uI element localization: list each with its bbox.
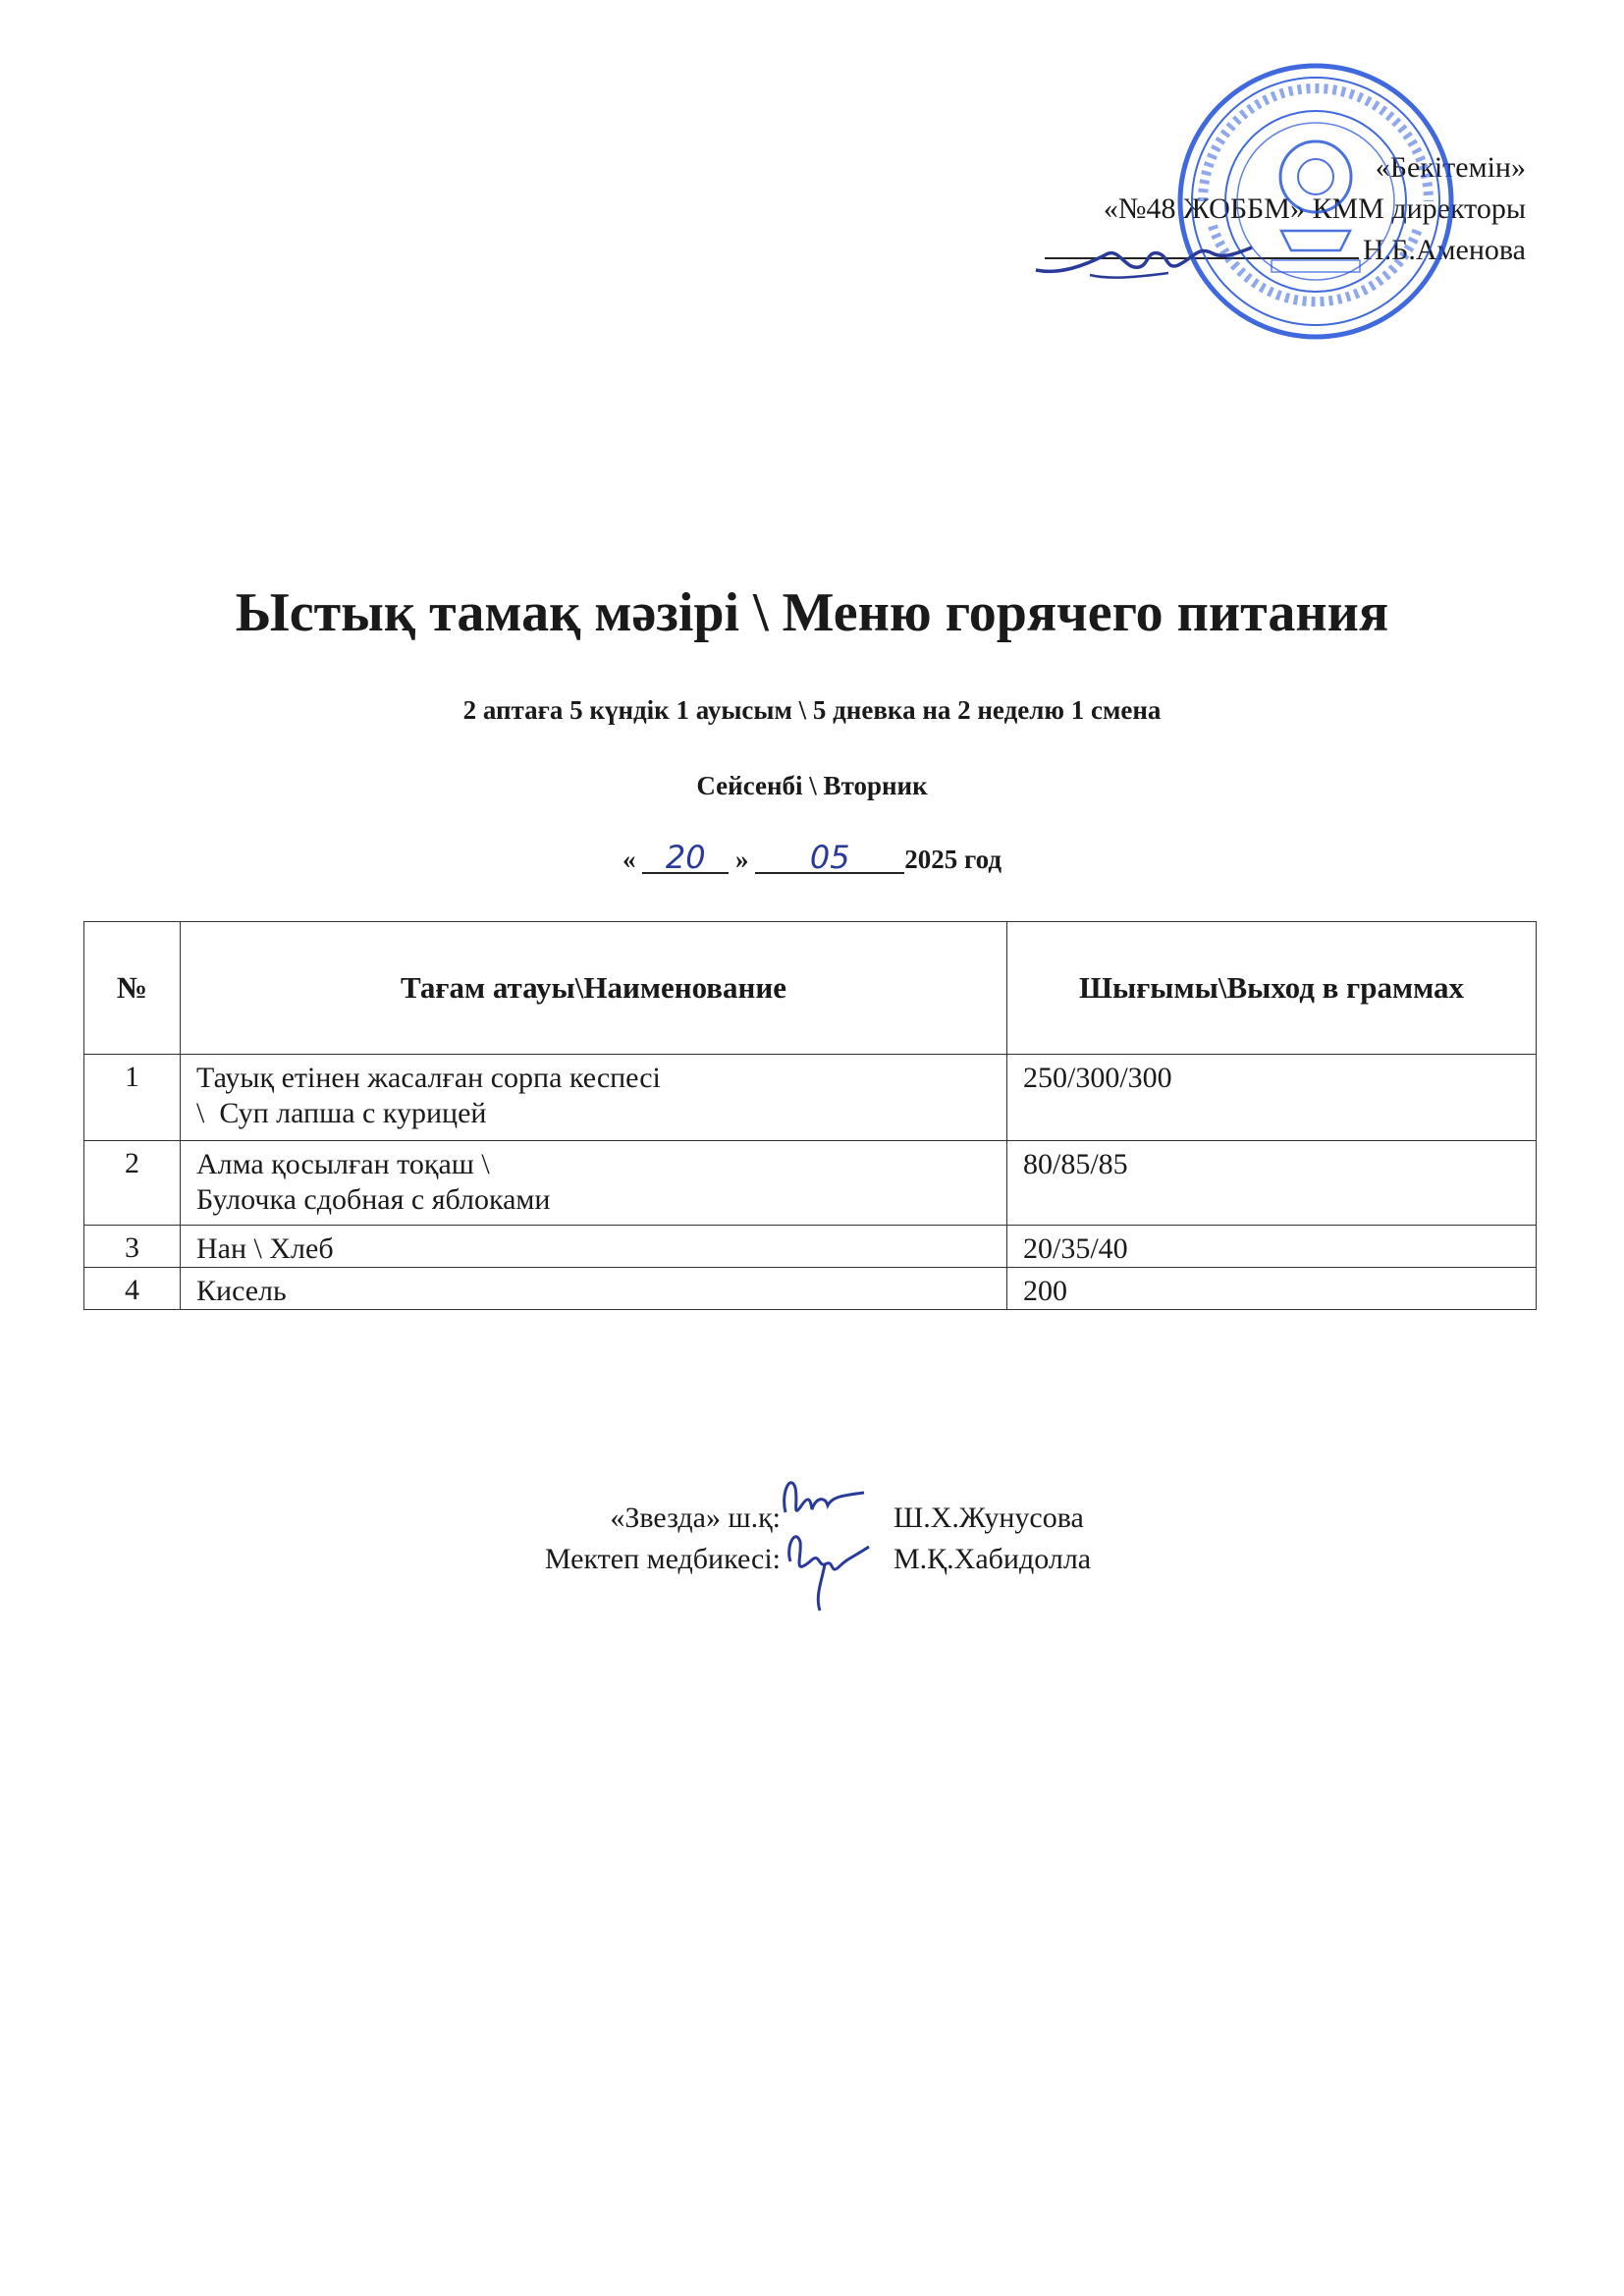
dish-name-kz: Тауық етінен жасалған сорпа кеспесі <box>196 1062 661 1094</box>
date-year: 2025 год <box>904 845 1001 874</box>
row-number: 2 <box>84 1141 181 1226</box>
director-signature-icon <box>1031 226 1257 295</box>
director-name: Н.Б.Аменова <box>1363 234 1526 266</box>
approval-position: «№48 ЖОББМ» КММ директоры <box>1103 192 1526 225</box>
handwritten-signatures-icon <box>771 1468 889 1615</box>
page-title: Ыстық тамақ мәзірі \ Меню горячего питания <box>235 582 1389 643</box>
dish-name: Нан \ Хлеб <box>181 1226 1007 1268</box>
dish-name-ru: Булочка сдобная с яблоками <box>196 1183 551 1216</box>
date-open-quote: « <box>623 845 636 874</box>
table-row <box>84 1226 1537 1268</box>
manager-name: Ш.Х.Жунусова <box>893 1502 1084 1534</box>
dish-output: 80/85/85 <box>1007 1141 1537 1226</box>
signature-names <box>893 1498 1091 1580</box>
table-row <box>84 1268 1537 1310</box>
row-number: 1 <box>84 1055 181 1141</box>
dish-name-ru: \ Суп лапша с курицей <box>196 1097 487 1129</box>
dish-output: 200 <box>1007 1268 1537 1310</box>
dish-output: 20/35/40 <box>1007 1226 1537 1268</box>
table-header-row <box>84 922 1537 1055</box>
nurse-name: М.Қ.Хабидолла <box>893 1543 1092 1575</box>
header-number: № <box>84 922 181 1055</box>
dish-name: Кисель <box>181 1268 1007 1310</box>
signature-label-nurse: Мектеп медбикесі: <box>544 1543 781 1575</box>
table-row <box>84 1141 1537 1226</box>
approval-heading: «Бекітемін» <box>1375 151 1526 184</box>
date-day: 20 <box>642 843 729 874</box>
table-row <box>84 1055 1537 1141</box>
menu-table <box>83 921 1537 1310</box>
page-subtitle: 2 аптаға 5 күндік 1 ауысым \ 5 дневка на 2 неделю 1 смена <box>462 695 1162 725</box>
signature-label-manager: «Звезда» ш.қ: <box>610 1502 781 1534</box>
date-close-quote: » <box>735 845 749 874</box>
dish-name <box>181 1055 1007 1141</box>
header-output: Шығымы\Выход в граммах <box>1007 922 1537 1055</box>
dish-name-kz: Алма қосылған тоқаш \ <box>196 1148 490 1180</box>
date-month: 05 <box>755 843 904 874</box>
dish-output: 250/300/300 <box>1007 1055 1537 1141</box>
signature-labels <box>466 1498 781 1580</box>
weekday: Сейсенбі \ Вторник <box>696 771 928 800</box>
header-name: Тағам атауы\Наименование <box>181 922 1007 1055</box>
row-number: 4 <box>84 1268 181 1310</box>
row-number: 3 <box>84 1226 181 1268</box>
date-line <box>0 839 1624 876</box>
school-stamp-icon <box>1173 59 1458 344</box>
dish-name <box>181 1141 1007 1226</box>
